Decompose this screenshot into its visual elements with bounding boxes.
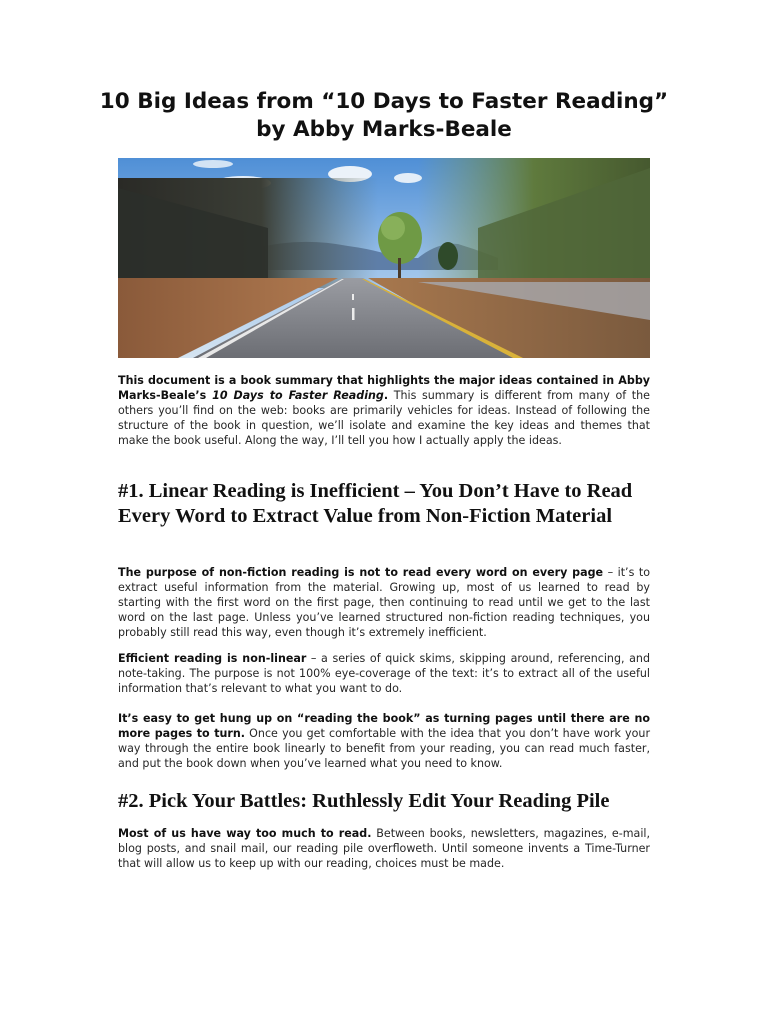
intro-paragraph <box>118 374 650 449</box>
section-1-paragraph-2 <box>118 652 650 697</box>
paragraph-text: Between books, newsletters, magazines, e-mail, blog posts, and snail mail, our reading pile overfloweth. Until someone invents a Time-Turner that will allow us to keep up with our reading, choices must be made. <box>118 827 651 870</box>
intro-bold-lead: This document is a book summary that highlights the major ideas contained in Abby Marks-Beale’s <box>118 374 650 402</box>
paragraph-lead: The purpose of non-fiction reading is not to read every word on every page <box>118 566 604 579</box>
paragraph-text: Once you get comfortable with the idea that you don’t have work your way through the entire book linearly to benefit from your reading, you can read much faster, and put the book down when you’ve learned what you need to know. <box>118 726 651 770</box>
section-2-paragraph-1 <box>118 827 650 872</box>
book-title-italic: 10 Days to Faster Reading <box>212 388 384 402</box>
paragraph-text: – a series of quick skims, skipping around, referencing, and note-taking. The purpose is not 100% eye-coverage of the text: it’s to extract all of the useful information that’s relevant to what you want to do. <box>118 652 650 695</box>
paragraph-lead: Most of us have way too much to read. <box>118 827 372 840</box>
paragraph-lead: Efficient reading is non-linear <box>118 652 307 665</box>
paragraph-text: – it’s to extract useful information from the material. Growing up, most of us learned to read by starting with the first word on the first page, then continuing to read until we get to the last word on the last page. Unless you’ve learned structured non-fiction reading techniques, you probably still read this way, even though it’s extremely inefficient. <box>118 566 650 639</box>
intro-bold-period: . <box>383 388 389 402</box>
section-1-paragraph-1 <box>118 566 650 641</box>
section-heading-1: #1. Linear Reading is Inefficient – You Don’t Have to Read Every Word to Extract Value from Non-Fiction Material <box>118 480 633 527</box>
section-heading-2: #2. Pick Your Battles: Ruthlessly Edit Your Reading Pile <box>118 790 610 812</box>
hero-road-image <box>118 158 650 358</box>
paragraph-lead: It’s easy to get hung up on “reading the book” as turning pages until there are no more pages to turn. <box>118 712 650 740</box>
section-1-paragraph-3 <box>118 712 650 772</box>
document-title: 10 Big Ideas from “10 Days to Faster Reading” by Abby Marks-Beale <box>99 89 669 142</box>
intro-rest: This summary is different from many of the others you’ll find on the web: books are primarily vehicles for ideas. Instead of following the structure of the book in question, we’ll isolate and examine the key ideas and themes that make the book useful. Along the way, I’ll tell you how I actually apply the ideas. <box>118 388 650 447</box>
